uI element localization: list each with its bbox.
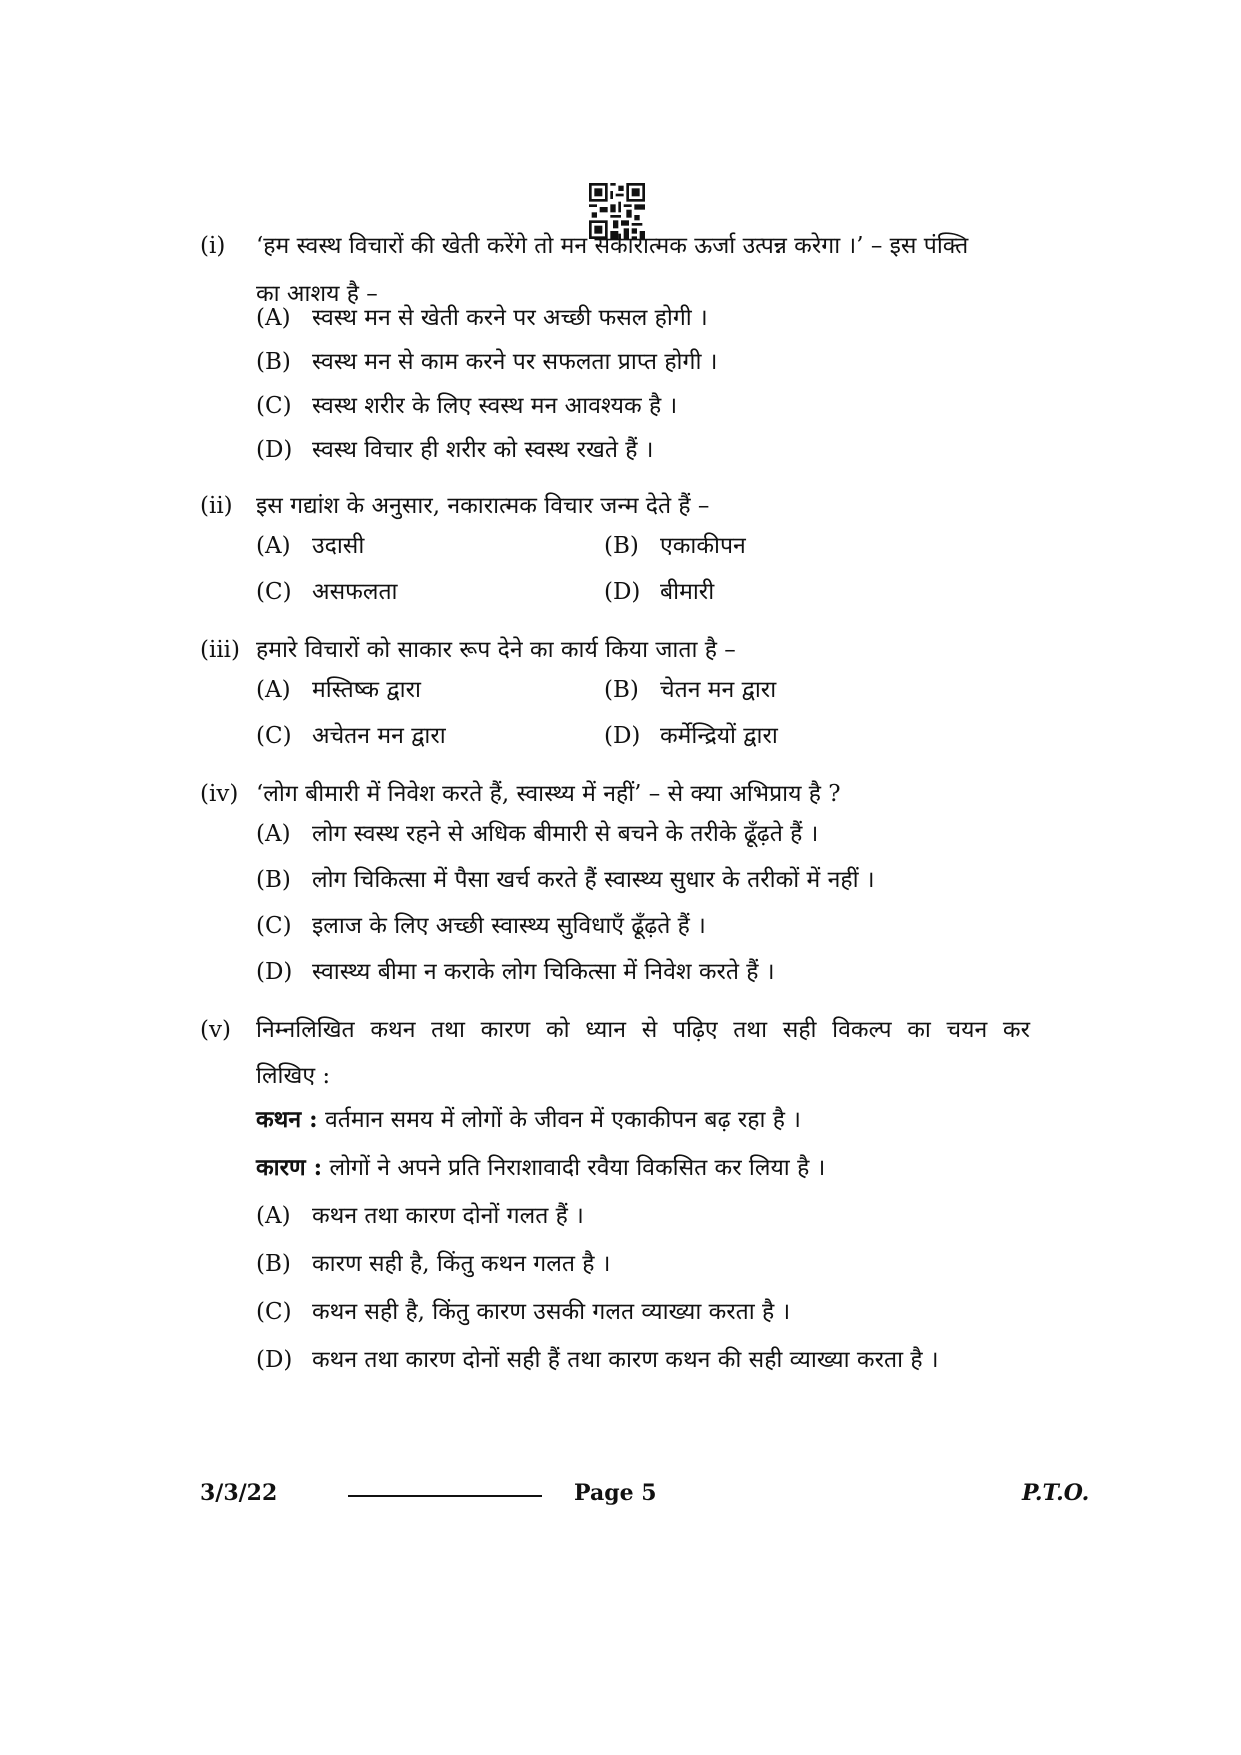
question-text: इस गद्यांश के अनुसार, नकारात्मक विचार जन्म देते हैं – [256,493,710,519]
option-b: (B) एकाकीपन [604,533,746,559]
option-a: (A) कथन तथा कारण दोनों गलत हैं । [256,1203,584,1229]
option-c: (C) असफलता [256,579,398,605]
option-d: (D) कथन तथा कारण दोनों सही हैं तथा कारण कथन की सही व्याख्या करता है । [256,1347,939,1373]
question-text: निम्नलिखित कथन तथा कारण को ध्यान से पढ़िए तथा सही विकल्प का चयन कर [256,1017,1030,1043]
option-d: (D) बीमारी [604,579,715,605]
question-number: (v) [200,1017,231,1043]
option-b: (B) चेतन मन द्वारा [604,677,777,703]
option-b: (B) कारण सही है, किंतु कथन गलत है । [256,1251,611,1277]
pto-label: P.T.O. [1022,1480,1090,1506]
reason-label: कारण : [256,1154,323,1181]
question-number: (ii) [200,493,233,519]
question-text: ‘लोग बीमारी में निवेश करते हैं, स्वास्थ्य में नहीं’ – से क्या अभिप्राय है ? [256,781,841,807]
paper-code: 3/3/22 [200,1480,278,1506]
option-a: (A) स्वस्थ मन से खेती करने पर अच्छी फसल होगी । [256,305,708,331]
page-number: Page 5 [574,1480,657,1506]
option-d: (D) स्वस्थ विचार ही शरीर को स्वस्थ रखते हैं । [256,437,654,463]
question-text-continued: लिखिए : [256,1063,331,1089]
option-a: (A) मस्तिष्क द्वारा [256,677,421,703]
option-d: (D) कर्मेन्द्रियों द्वारा [604,723,778,749]
question-number: (iv) [200,781,239,807]
question-text-continued: का आशय है – [256,281,378,307]
question-text: हमारे विचारों को साकार रूप देने का कार्य किया जाता है – [256,637,736,663]
option-b: (B) लोग चिकित्सा में पैसा खर्च करते हैं स्वास्थ्य सुधार के तरीकों में नहीं । [256,867,875,893]
option-c: (C) स्वस्थ शरीर के लिए स्वस्थ मन आवश्यक है । [256,393,678,419]
question-text: ‘हम स्वस्थ विचारों की खेती करेंगे तो मन सकारात्मक ऊर्जा उत्पन्न करेगा ।’ – इस पंक्ति [256,233,969,259]
option-c: (C) कथन सही है, किंतु कारण उसकी गलत व्याख्या करता है । [256,1299,791,1325]
reason [256,1148,825,1188]
option-a: (A) लोग स्वस्थ रहने से अधिक बीमारी से बचने के तरीके ढूँढ़ते हैं । [256,821,819,847]
option-c: (C) इलाज के लिए अच्छी स्वास्थ्य सुविधाएँ ढूँढ़ते हैं । [256,913,706,939]
option-c: (C) अचेतन मन द्वारा [256,723,446,749]
footer-divider [348,1495,542,1497]
assertion-label: कथन : [256,1106,318,1133]
question-number: (i) [200,233,226,259]
option-a: (A) उदासी [256,533,365,559]
reason-text: लोगों ने अपने प्रति निराशावादी रवैया विकसित कर लिया है । [329,1155,826,1181]
assertion [256,1100,801,1140]
option-d: (D) स्वास्थ्य बीमा न कराके लोग चिकित्सा में निवेश करते हैं । [256,959,775,985]
assertion-text: वर्तमान समय में लोगों के जीवन में एकाकीपन बढ़ रहा है । [324,1107,801,1133]
question-number: (iii) [200,637,241,663]
option-b: (B) स्वस्थ मन से काम करने पर सफलता प्राप्त होगी । [256,349,718,375]
